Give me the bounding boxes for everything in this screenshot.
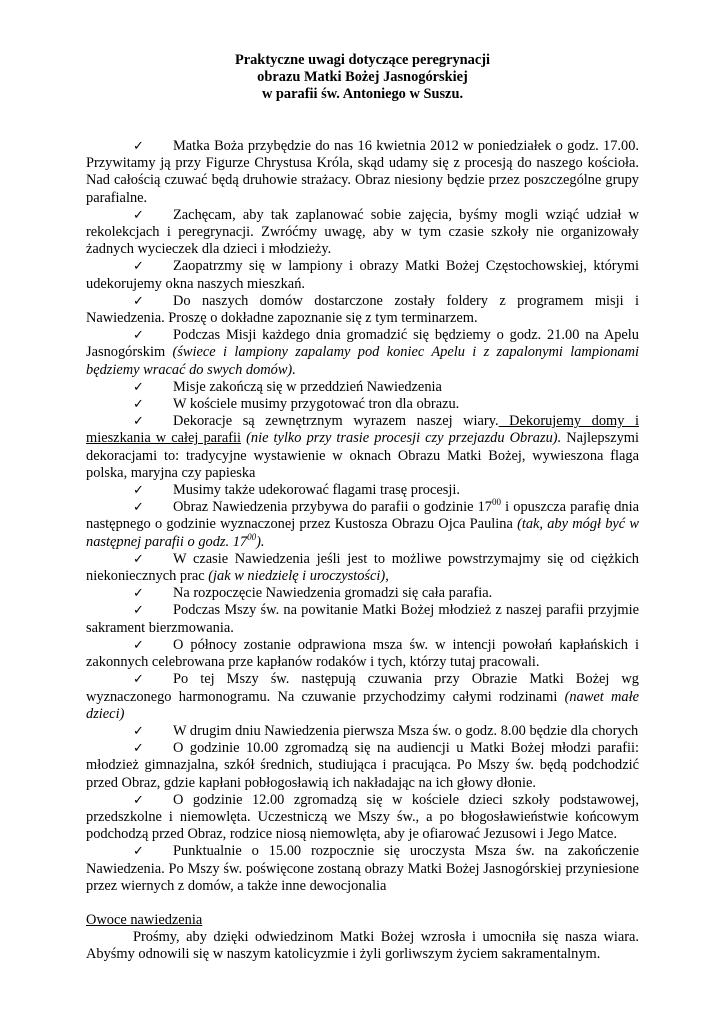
checkmark-icon: ✓ — [133, 672, 144, 688]
item-italic-text: (tak, aby mógł być w następnej parafii o godz. 17 — [86, 516, 639, 550]
checkmark-icon: ✓ — [133, 603, 144, 619]
list-item — [86, 207, 639, 259]
checkmark-icon: ✓ — [133, 139, 144, 154]
item-text: O północy zostanie odprawiona msza św. w intencji powołań kapłańskich i zakonnych celebrowana prze kapłanów rodaków i tych, którzy tutaj pracowali. — [86, 636, 639, 671]
item-text: W czasie Nawiedzenia jeśli jest to możliwe powstrzymajmy się od ciężkich niekoniecznych prac — [86, 550, 639, 585]
list-item — [86, 792, 639, 844]
list-item — [86, 482, 639, 499]
item-italic-note: (świece i lampiony zapalamy pod koniec Apelu i z zapalonymi lampionami będziemy wracać do swych domów). — [86, 344, 639, 378]
item-text: Po tej Mszy św. następują czuwania przy Obrazie Matki Bożej wg wyznaczonego harmonogramu. Na czuwanie przychodzimy całymi rodzinami — [86, 671, 639, 705]
item-text: O godzinie 10.00 zgromadzą się na audiencji u Matki Bożej młodzi parafii: młodzież gimnazjalna, szkół średnich, studiująca i pracująca. Po Mszy św. będą podchodzić przed Obraz, gdzie kapłani pobłogosławią ich nakładając na ich głowy dłonie. — [86, 740, 639, 791]
item-text: i opuszcza parafię dnia następnego o godzinie wyznaczonej przez Kustosza Obrazu Ojca Paulina — [86, 499, 639, 533]
title-line-1: Praktyczne uwagi dotyczące peregrynacji — [234, 52, 491, 68]
item-text: Najlepszymi dekoracjami to: tradycyjne wystawienie w oknach Obrazu Matki Bożej, wywieszona flaga polska, maryjna czy papieska — [86, 430, 640, 481]
checkmark-icon: ✓ — [133, 293, 144, 309]
list-item — [86, 379, 639, 396]
checkmark-icon: ✓ — [133, 551, 144, 567]
document-title — [86, 52, 639, 103]
list-item — [86, 293, 639, 327]
title-line-3: w parafii św. Antoniego w Suszu. — [261, 86, 464, 102]
item-text: W kościele musimy przygotować tron dla obrazu. — [173, 396, 460, 413]
list-item — [86, 413, 639, 482]
superscript-minutes: 00 — [492, 497, 502, 508]
list-item — [86, 843, 639, 895]
item-italic-text: ). — [256, 533, 265, 550]
checkmark-icon: ✓ — [133, 397, 144, 413]
list-item — [86, 138, 639, 207]
item-text: Zaopatrzmy się w lampiony i obrazy Matki Bożej Częstochowskiej, którymi udekorujemy okna naszych mieszkań. — [86, 258, 639, 292]
checkmark-icon: ✓ — [133, 792, 144, 808]
list-item — [86, 740, 639, 792]
list-item — [86, 258, 639, 292]
item-text: O godzinie 12.00 zgromadzą się w kościele dzieci szkoły podstawowej, przedszkolne i niemowlęta. Uczestniczą we Mszy św., a po błogosławieństwie końcowym podchodzą przed Obraz, rodzice niosą niemowlęta, aby je ofiarować Jezusowi i Jego Matce. — [86, 791, 639, 843]
item-text: Matka Boża przybędzie do nas 16 kwietnia 2012 w poniedziałek o godz. 17.00. Przywitamy ją przy Figurze Chrystusa Króla, skąd udamy się z procesją do naszego kościoła. Nad całością czuwać będą druhowie strażacy. Obraz niesiony będzie przez poszczególne grupy parafialne. — [86, 138, 639, 206]
list-item — [86, 671, 639, 723]
item-italic-note: (jak w niedzielę i uroczystości) — [208, 568, 386, 585]
list-item — [86, 551, 639, 585]
checkmark-icon: ✓ — [133, 741, 144, 757]
item-text: Na rozpoczęcie Nawiedzenia gromadzi się cała parafia. — [173, 585, 493, 602]
checkmark-icon: ✓ — [133, 844, 144, 860]
checkmark-icon: ✓ — [133, 637, 144, 653]
checkmark-icon: ✓ — [133, 379, 144, 395]
section-heading: Owoce nawiedzenia — [86, 911, 203, 928]
list-item — [86, 327, 639, 379]
list-item — [86, 637, 639, 671]
checkmark-icon: ✓ — [133, 414, 144, 430]
item-text: Dekoracje są zewnętrznym wyrazem naszej wiary. — [173, 413, 499, 430]
closing-paragraph: Prośmy, aby dzięki odwiedzinom Matki Bożej wzrosła i umocniła się nasza wiara. Abyśmy odnowili się w naszym katolicyzmie i żyli gorliwszym życiem sakramentalnym. — [86, 929, 639, 963]
checkmark-icon: ✓ — [133, 723, 144, 739]
list-item — [86, 585, 639, 602]
checkmark-icon: ✓ — [133, 328, 144, 344]
item-text: W drugim dniu Nawiedzenia pierwsza Msza św. o godz. 8.00 będzie dla chorych — [173, 722, 639, 739]
document-page — [86, 52, 639, 964]
list-item — [86, 602, 639, 636]
checkmark-icon: ✓ — [133, 586, 144, 602]
item-text: Musimy także udekorować flagami trasę procesji. — [173, 482, 460, 499]
item-text: Obraz Nawiedzenia przybywa do parafii o godzinie 17 — [173, 499, 493, 516]
item-text: Podczas Mszy św. na powitanie Matki Bożej młodzież z naszej parafii przyjmie sakrament bierzmowania. — [86, 602, 639, 636]
checkmark-icon: ✓ — [133, 259, 144, 275]
item-text: , — [385, 568, 389, 585]
list-item — [86, 723, 639, 740]
checkmark-icon: ✓ — [133, 207, 144, 223]
item-text: Misje zakończą się w przeddzień Nawiedzenia — [173, 378, 442, 395]
item-italic-note: (nawet małe dzieci) — [86, 688, 639, 722]
item-underlined-text: Dekorujemy domy i mieszkania w całej parafii — [86, 413, 639, 447]
checkmark-icon: ✓ — [133, 483, 144, 499]
item-text: Punktualnie o 15.00 rozpocznie się uroczysta Msza św. na zakończenie Nawiedzenia. Po Mszy św. poświęcone zostaną obrazy Matki Bożej Jasnogórskiej przyniesione przez wiernych z domów, a także inne dewocjonalia — [86, 843, 639, 894]
checkmark-icon: ✓ — [133, 500, 144, 516]
list-item — [86, 396, 639, 413]
item-text: Podczas Misji każdego dnia gromadzić się będziemy o godz. 21.00 na Apelu Jasnogórskim — [86, 327, 639, 361]
title-line-2: obrazu Matki Bożej Jasnogórskiej — [257, 69, 468, 85]
superscript-minutes: 00 — [247, 531, 257, 542]
item-text: Do naszych domów dostarczone zostały foldery z programem misji i Nawiedzenia. Proszę o dokładne zapoznanie się z tym terminarzem. — [86, 292, 639, 327]
item-italic-note: (nie tylko przy trasie procesji czy przejazdu Obrazu). — [241, 430, 562, 447]
item-text: Zachęcam, aby tak zaplanować sobie zajęcia, byśmy mogli wziąć udział w rekolekcjach i peregrynacji. Zwróćmy uwagę, aby w tym czasie szkoły nie organizowały żadnych wycieczek dla dzieci i młodzieży. — [86, 206, 639, 258]
list-item — [86, 499, 639, 551]
